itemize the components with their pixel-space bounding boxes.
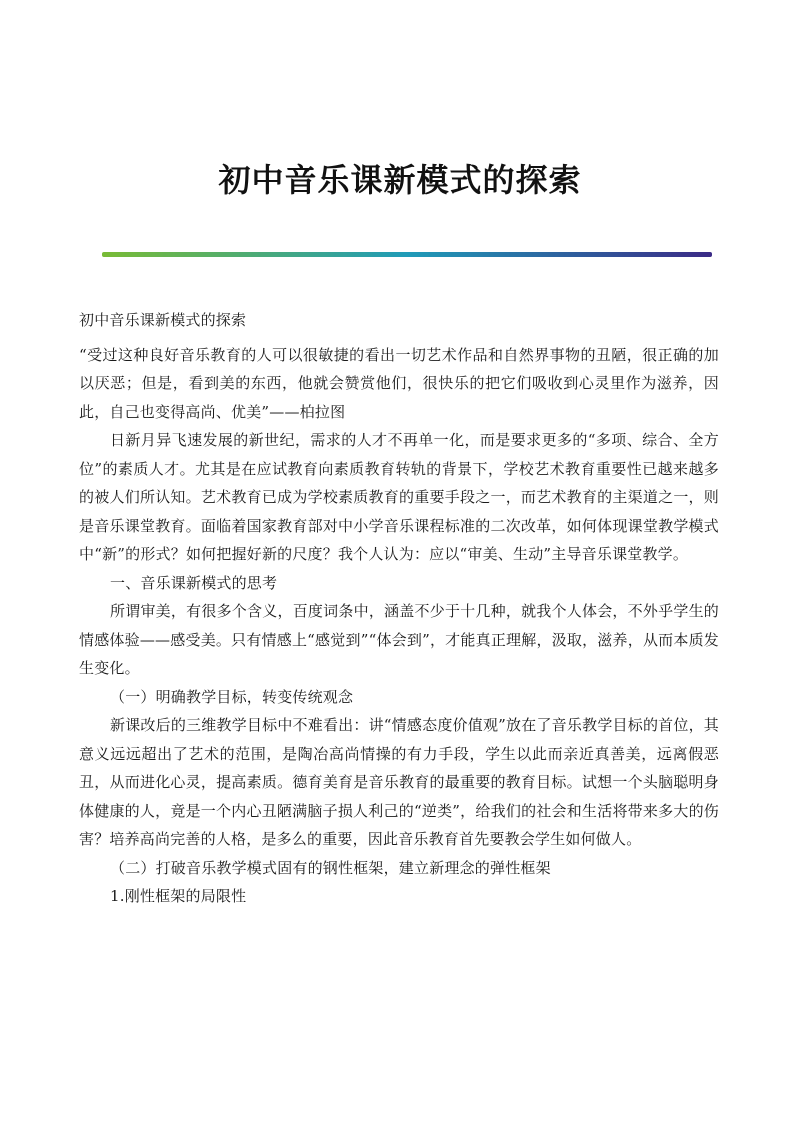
numbered-heading-1: 1.刚性框架的局限性 xyxy=(110,887,247,905)
section-1-paragraph: 所谓审美，有很多个含义，百度词条中，涵盖不少于十几种，就我个人体会，不外乎学生的情感体验——感受美。只有情感上“感觉到”“体会到”，才能真正理解，汲取，滋养，从而本质发生变化。 xyxy=(79,602,719,677)
subsection-1-paragraph: 新课改后的三维教学目标中不难看出：讲“情感态度价值观”放在了音乐教学目标的首位，其意义远远超出了艺术的范围，是陶冶高尚情操的有力手段，学生以此而亲近真善美，远离假恶丑，从而进化心灵，提高素质。德育美育是音乐教育的最重要的教育目标。试想一个头脑聪明身体健康的人，竟是一个内心丑陋满脑子损人利己的“逆类”，给我们的社会和生活将带来多大的伤害？培养高尚完善的人格，是多么的重要，因此音乐教育首先要教会学生如何做人。 xyxy=(79,716,719,848)
document-body xyxy=(79,306,719,911)
subsection-heading-2: （二）打破音乐教学模式固有的钢性框架，建立新理念的弹性框架 xyxy=(110,858,551,877)
subsection-heading-1: （一）明确教学目标，转变传统观念 xyxy=(110,687,354,706)
intro-paragraph: 日新月异飞速发展的新世纪，需求的人才不再单一化，而是要求更多的“多项、综合、全方位”的素质人才。尤其是在应试教育向素质教育转轨的背景下，学校艺术教育重要性已越来越多的被人们所认知。艺术教育已成为学校素质教育的重要手段之一，而艺术教育的主渠道之一，则是音乐课堂教育。面临着国家教育部对中小学音乐课程标准的二次改革，如何体现课堂教学模式中“新”的形式？如何把握好新的尺度？我个人认为：应以“审美、生动”主导音乐课堂教学。 xyxy=(79,431,719,563)
body-heading: 初中音乐课新模式的探索 xyxy=(79,311,247,329)
quote-paragraph: “受过这种良好音乐教育的人可以很敏捷的看出一切艺术作品和自然界事物的丑陋，很正确的加以厌恶；但是，看到美的东西，他就会赞赏他们，很快乐的把它们吸收到心灵里作为滋养，因此，自己也变得高尚、优美”——柏拉图 xyxy=(79,345,719,421)
title-gradient-rule xyxy=(102,252,712,257)
section-heading-1: 一、音乐课新模式的思考 xyxy=(110,573,278,592)
document-title: 初中音乐课新模式的探索 xyxy=(218,161,582,199)
